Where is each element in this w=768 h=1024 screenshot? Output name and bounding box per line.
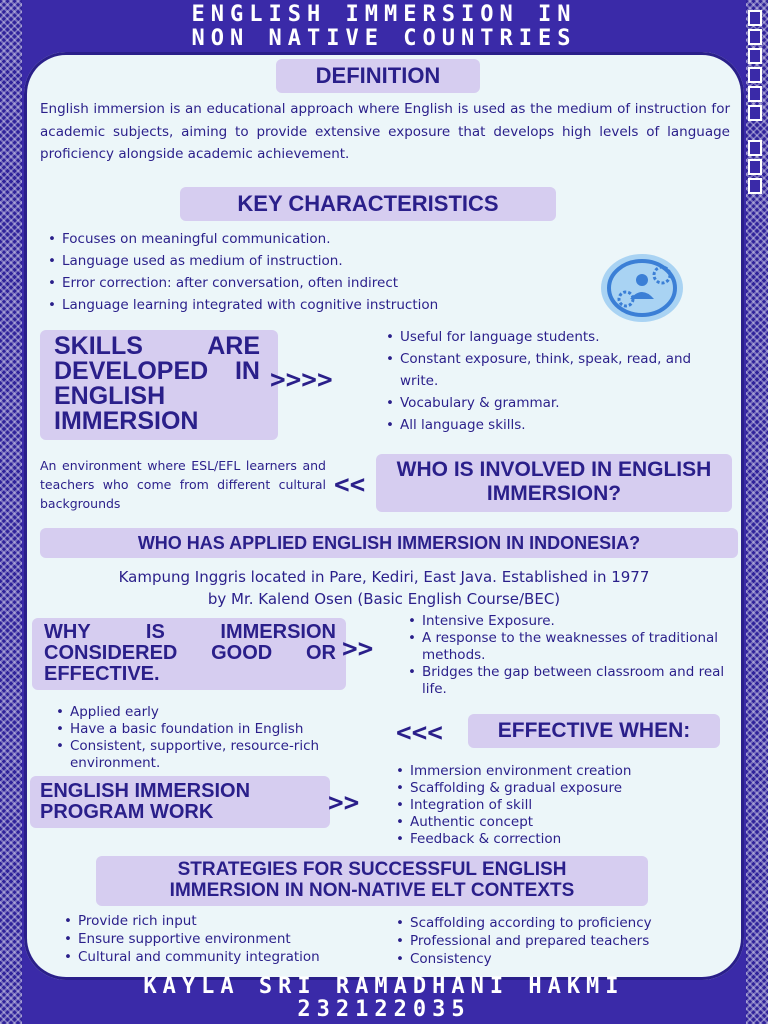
list-item: • Applied early xyxy=(52,704,382,721)
list-item: • Ensure supportive environment xyxy=(60,930,390,948)
list-item: • Bridges the gap between classroom and real life. xyxy=(404,664,728,698)
who-applied-line-1: Kampung Inggris located in Pare, Kediri, East Java. Established in 1977 xyxy=(118,568,650,586)
strategies-right-list xyxy=(392,914,732,968)
author-name: KAYLA SRI RAMADHANI HAKMI xyxy=(143,974,625,999)
left-checker-border xyxy=(0,0,22,1024)
list-item: • Scaffolding & gradual exposure xyxy=(392,780,722,797)
who-applied-heading: WHO HAS APPLIED ENGLISH IMMERSION IN INDONESIA? xyxy=(40,528,738,558)
why-effective-list xyxy=(404,613,728,698)
definition-heading: DEFINITION xyxy=(276,59,480,93)
list-item: • Feedback & correction xyxy=(392,831,722,848)
list-item: • Language learning integrated with cognitive instruction xyxy=(44,294,584,316)
list-item: • Immersion environment creation xyxy=(392,763,722,780)
list-item: • Consistency xyxy=(392,950,732,968)
who-applied-line-2: by Mr. Kalend Osen (Basic English Course/BEC) xyxy=(207,590,561,608)
list-item: • A response to the weaknesses of traditional methods. xyxy=(404,630,728,664)
key-characteristics-heading: KEY CHARACTERISTICS xyxy=(180,187,556,221)
title-line-1: ENGLISH IMMERSION IN xyxy=(191,2,577,27)
definition-text: English immersion is an educational approach where English is used as the medium of instruction for academic subjects, aiming to provide extensive exposure that develops high levels of language proficiency alongside academic achievement. xyxy=(40,101,730,162)
skills-arrow: >>>> xyxy=(270,365,333,395)
list-item: • Language used as medium of instruction. xyxy=(44,250,584,272)
who-involved-arrow: << xyxy=(334,470,366,500)
skills-list xyxy=(382,326,732,436)
student-id: 232122035 xyxy=(297,997,471,1022)
list-item: • Authentic concept xyxy=(392,814,722,831)
effective-when-arrow: <<< xyxy=(396,718,443,748)
who-involved-heading: WHO IS INVOLVED IN ENGLISH IMMERSION? xyxy=(376,454,732,512)
effective-when-list xyxy=(52,704,382,772)
list-item: • All language skills. xyxy=(382,414,732,436)
list-item: • Professional and prepared teachers xyxy=(392,932,732,950)
list-item: • Scaffolding according to proficiency xyxy=(392,914,732,932)
list-item: • Constant exposure, think, speak, read, and write. xyxy=(382,348,732,392)
list-item: • Cultural and community integration xyxy=(60,948,390,966)
list-item: • Error correction: after conversation, often indirect xyxy=(44,272,584,294)
program-work-list xyxy=(392,763,722,848)
strategies-heading-line-1: STRATEGIES FOR SUCCESSFUL ENGLISH xyxy=(177,859,567,880)
list-item: • Intensive Exposure. xyxy=(404,613,728,630)
skills-heading: SKILLS ARE DEVELOPED IN ENGLISH IMMERSION xyxy=(54,332,260,435)
why-effective-arrow: >> xyxy=(342,634,374,664)
effective-when-heading: EFFECTIVE WHEN: xyxy=(468,714,720,748)
list-item: • Vocabulary & grammar. xyxy=(382,392,732,414)
list-item: • Integration of skill xyxy=(392,797,722,814)
program-work-heading: ENGLISH IMMERSION PROGRAM WORK xyxy=(40,780,251,823)
list-item: • Focuses on meaningful communication. xyxy=(44,228,584,250)
list-item: • Provide rich input xyxy=(60,912,390,930)
list-item: • Consistent, supportive, resource-rich environment. xyxy=(52,738,382,772)
list-item: • Useful for language students. xyxy=(382,326,732,348)
list-item: • Have a basic foundation in English xyxy=(52,721,382,738)
strategies-left-list xyxy=(60,912,390,966)
who-involved-text: An environment where ESL/EFL learners and teachers who come from different cultural backgrounds xyxy=(40,458,326,511)
key-characteristics-list xyxy=(44,228,584,316)
title-line-2: NON NATIVE COUNTRIES xyxy=(191,26,577,51)
gear-people-icon xyxy=(600,253,684,323)
program-work-arrow: >> xyxy=(328,788,360,818)
strategies-heading-line-2: IMMERSION IN NON-NATIVE ELT CONTEXTS xyxy=(169,880,575,901)
why-effective-heading: WHY IS IMMERSION CONSIDERED GOOD OR EFFECTIVE. xyxy=(44,621,336,685)
pixel-decoration-right xyxy=(748,140,762,194)
